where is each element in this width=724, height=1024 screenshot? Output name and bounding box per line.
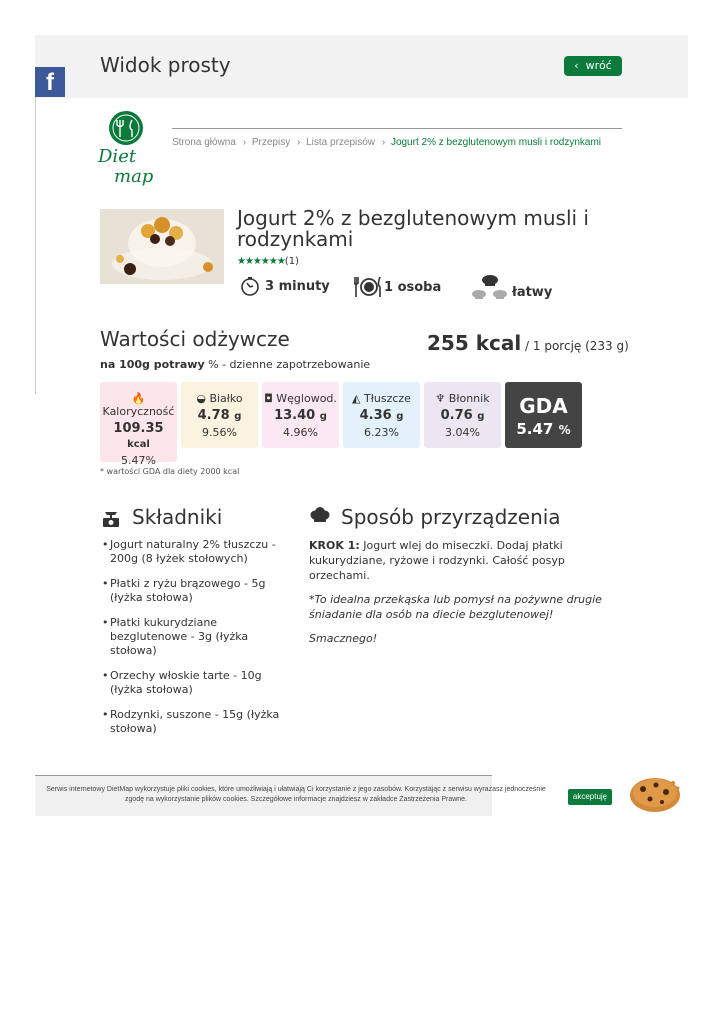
ingredients-heading xyxy=(100,505,222,529)
nutrient-value xyxy=(181,408,258,423)
nutrient-amount: 4.78 xyxy=(197,408,230,423)
difficulty-value: łatwy xyxy=(512,284,553,300)
nutrient-value xyxy=(343,408,420,423)
servings-value: 1 osoba xyxy=(384,279,442,295)
chevron-right-icon: › xyxy=(242,137,247,148)
portion-kcal xyxy=(427,331,629,355)
svg-text:map: map xyxy=(114,166,154,187)
page-title: Widok prosty xyxy=(100,53,231,77)
ingredient-item: • Jogurt naturalny 2% tłuszczu - 200g (8 łyżek stołowych) xyxy=(100,538,290,566)
preparation-title: Sposób przyrządzenia xyxy=(341,505,561,529)
step-text: Jogurt wlej do miseczki. Dodaj płatki kukurydziane, ryżowe i rodzynki. Całość posyp orzechami. xyxy=(309,539,565,582)
nutrient-value xyxy=(262,408,339,423)
gda-label: GDA xyxy=(519,394,568,418)
chevron-right-icon: › xyxy=(381,137,386,148)
dietmap-logo[interactable] xyxy=(96,110,166,188)
nutrient-unit: g xyxy=(234,411,242,422)
recipe-closing: Smacznego! xyxy=(309,632,378,645)
bowl-icon: ◒ xyxy=(196,392,206,405)
prep-time xyxy=(240,276,330,296)
nutrient-name xyxy=(262,392,339,405)
star-icons: ★★★★★★ xyxy=(237,256,285,267)
chef-hat-icon xyxy=(309,506,331,528)
nutrient-value xyxy=(100,421,177,451)
nutrient-label: Kaloryczność xyxy=(102,405,175,418)
nutrient-box-calories xyxy=(100,382,177,467)
nutrient-unit: g xyxy=(396,411,404,422)
gda-note: * wartości GDA dla diety 2000 kcal xyxy=(100,467,240,476)
breadcrumb-item-home[interactable]: Strona główna xyxy=(172,137,236,148)
nutrient-value xyxy=(424,408,501,423)
nutrient-amount: 0.76 xyxy=(440,408,473,423)
nutrient-percent: 4.96% xyxy=(283,426,318,439)
rating-stars[interactable] xyxy=(237,256,299,267)
back-button[interactable] xyxy=(564,56,622,76)
nutrient-label: Tłuszcze xyxy=(364,392,411,405)
breadcrumb-divider xyxy=(172,128,622,129)
drop-icon: ◭ xyxy=(352,392,361,405)
nutrient-name xyxy=(424,392,501,405)
gda-value xyxy=(505,420,582,438)
nutrient-amount: 13.40 xyxy=(274,408,316,423)
nutrient-box-carbs xyxy=(262,382,339,448)
difficulty xyxy=(471,274,552,302)
recipe-tip: *To idealna przekąska lub pomysł na pożywne drugie śniadanie dla osób na diecie bezglutenowej! xyxy=(309,593,602,621)
nutrient-box-fat xyxy=(343,382,420,448)
chef-hats-icon xyxy=(471,274,509,302)
facebook-icon[interactable]: f xyxy=(35,67,65,97)
nutrition-heading: Wartości odżywcze xyxy=(100,327,290,351)
nutrient-percent: 5.47% xyxy=(121,454,156,467)
nutrient-name xyxy=(343,392,420,405)
nutrient-label: Błonnik xyxy=(448,392,490,405)
prep-time-value: 3 minuty xyxy=(265,278,330,294)
gda-unit: % xyxy=(558,423,571,437)
ingredient-item: • Orzechy włoskie tarte - 10g (łyżka stołowa) xyxy=(100,669,290,697)
breadcrumb xyxy=(172,137,601,148)
nutrient-unit: g xyxy=(319,411,327,422)
per-100g-rest: % - dzienne zapotrzebowanie xyxy=(204,358,371,371)
grain-icon: ♆ xyxy=(435,392,446,405)
kitchen-scale-icon xyxy=(100,506,122,528)
ingredient-item: • Płatki z ryżu brązowego - 5g (łyżka stołowa) xyxy=(100,577,290,605)
nutrient-box-fiber xyxy=(424,382,501,448)
nutrient-amount: 4.36 xyxy=(359,408,392,423)
breadcrumb-item-recipe-list[interactable]: Lista przepisów xyxy=(306,137,376,148)
nutrient-box-protein xyxy=(181,382,258,448)
nutrient-name xyxy=(181,392,258,405)
accept-cookies-button[interactable]: akceptuję xyxy=(568,789,612,805)
nutrient-name xyxy=(100,392,177,418)
gda-number: 5.47 xyxy=(516,420,554,438)
nutrient-unit: kcal xyxy=(127,439,150,450)
ingredient-item: • Rodzynki, suszone - 15g (łyżka stołowa) xyxy=(100,708,290,736)
nutrient-percent: 9.56% xyxy=(202,426,237,439)
ingredients-title: Składniki xyxy=(132,505,223,529)
nutrient-unit: g xyxy=(477,411,485,422)
nutrient-percent: 3.04% xyxy=(445,426,480,439)
step-label: KROK 1: xyxy=(309,539,360,552)
nutrient-label: Węglowod. xyxy=(276,392,337,405)
portion-kcal-value: 255 kcal xyxy=(427,331,522,355)
chevron-right-icon: › xyxy=(296,137,301,148)
plate-cutlery-icon xyxy=(354,276,382,298)
breadcrumb-item-recipes[interactable]: Przepisy xyxy=(251,137,291,148)
portion-size: / 1 porcję (233 g) xyxy=(521,339,629,353)
gda-box xyxy=(505,382,582,448)
svg-text:Diet: Diet xyxy=(98,146,137,167)
per-100g-caption xyxy=(100,358,370,371)
preparation-steps xyxy=(309,538,627,655)
step-1 xyxy=(309,538,627,583)
preparation-heading xyxy=(309,505,561,529)
clock-icon xyxy=(240,276,260,296)
cookie-icon xyxy=(628,774,684,814)
chevron-left-icon: ‹ xyxy=(574,59,579,72)
per-100g-bold: na 100g potrawy xyxy=(100,358,205,371)
nutrient-amount: 109.35 xyxy=(113,421,164,436)
left-divider xyxy=(35,97,36,394)
recipe-title: Jogurt 2% z bezglutenowym musli i rodzynkami xyxy=(237,206,589,251)
back-button-label: wróć xyxy=(585,59,612,72)
servings xyxy=(354,276,441,298)
sugar-cube-icon: ◘ xyxy=(264,392,273,405)
recipe-photo xyxy=(100,209,224,284)
breadcrumb-current: Jogurt 2% z bezglutenowym musli i rodzynkami xyxy=(390,137,602,148)
nutrient-label: Białko xyxy=(209,392,243,405)
nutrient-percent: 6.23% xyxy=(364,426,399,439)
ingredient-item: • Płatki kukurydziane bezglutenowe - 3g (łyżka stołowa) xyxy=(100,616,290,658)
flame-icon: 🔥 xyxy=(131,392,146,405)
rating-count: (1) xyxy=(284,256,299,267)
ingredients-list xyxy=(100,538,290,747)
cookie-text: Serwis internetowy DietMap wykorzystuje pliki cookies, które umożliwiają i ułatwiają Ci korzystanie z jego zasobów. Korzystając z serwisu wyrażasz jednocześnie zgodę na wykorzystanie plików cookies. Szczegółowe informacje znajdziesz w zakładce Zastrzeżenia Prawne. xyxy=(46,786,546,803)
